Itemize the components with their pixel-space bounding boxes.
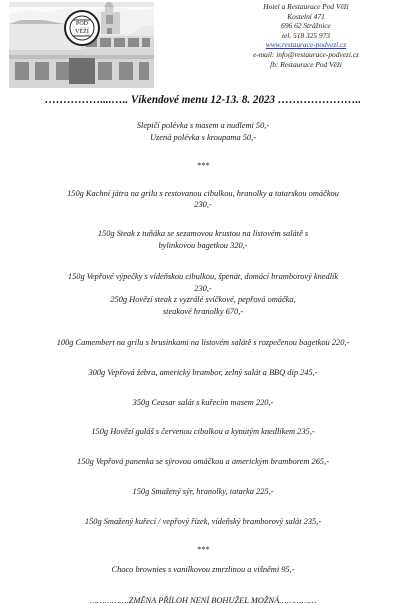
phone-number: tel. 518 325 973 bbox=[281, 30, 331, 40]
soup-item: Slepičí polévka s masem a nudlemi 50,- bbox=[136, 121, 270, 130]
menu-item bbox=[0, 456, 406, 468]
soup-item: Uzená polévka s kroupama 50,- bbox=[150, 132, 256, 142]
menu-item-line: 230,- bbox=[194, 200, 212, 210]
menu-item-line: 300g Vepřová žebra, americký brambor, zelný salát a BBQ dip 245,- bbox=[88, 367, 318, 377]
menu-item bbox=[0, 397, 406, 409]
menu-item-line: 150g Kachní játra na grilu s restovanou cibulkou, hranolky a tatarskou omáčkou bbox=[67, 188, 339, 198]
menu-item-line: 250g Hovězí steak z vyzrálé svíčkové, pepřová omáčka, bbox=[110, 295, 296, 305]
svg-text:POD: POD bbox=[75, 21, 89, 27]
menu-title: ……………....….. Víkendové menu 12-13. 8. 2023 ………………….. bbox=[44, 94, 362, 106]
soup-section bbox=[0, 120, 406, 144]
email-address: e-mail: info@restaurace-podvezi.cz bbox=[253, 49, 359, 59]
menu-list bbox=[0, 120, 406, 605]
menu-item-line: 100g Camembert na grilu s brusinkami na listovém salátě s rozpečenou bagetkou 220,- bbox=[56, 337, 350, 347]
menu-item-line: bylinkovou bagetkou 320,- bbox=[158, 240, 248, 250]
menu-item bbox=[0, 228, 406, 252]
dessert-item: Choco brownies s vanilkovou zmrzlinou a višněmi 95,- bbox=[111, 564, 295, 574]
menu-item-line: 150g Smažený kuřecí / vepřový řízek, vídeňský bramborový salát 235,- bbox=[84, 516, 322, 526]
menu-item bbox=[0, 486, 406, 498]
header bbox=[0, 0, 406, 100]
menu-item bbox=[0, 367, 406, 379]
section-separator: *** bbox=[196, 160, 210, 170]
menu-item bbox=[0, 337, 406, 349]
menu-item bbox=[0, 426, 406, 438]
menu-item-line: 230,- bbox=[194, 283, 212, 293]
city-address: 696 62 Strážnice bbox=[281, 21, 331, 31]
website-link[interactable]: www.restaurace-podvezi.cz bbox=[265, 40, 347, 50]
street-address: Kostelní 471 bbox=[287, 11, 325, 21]
menu-item-line: 150g Vepřové výpečky s vídeňskou cibulkou, špenát, domácí bramborový knedlík bbox=[67, 271, 339, 281]
menu-item bbox=[0, 271, 406, 318]
facebook-handle: fb: Restaurace Pod Věží bbox=[270, 59, 342, 69]
menu-item-line: 150g Smažený sýr, hranolky, tatarka 225,- bbox=[132, 486, 274, 496]
hotel-logo-image bbox=[9, 2, 154, 88]
hotel-name: Hotel a Restaurace Pod Věží bbox=[263, 2, 349, 11]
footer-note: …………….ZMĚNA PŘÍLOH NENÍ BOHUŽEL MOŽNÁ…………… bbox=[89, 596, 317, 605]
svg-text:VĚŽÍ: VĚŽÍ bbox=[75, 29, 89, 35]
menu-item-line: 150g Vepřová panenka se sýrovou omáčkou a americkým bramborem 265,- bbox=[77, 457, 329, 467]
menu-item-line: 150g Hovězí guláš s červenou cibulkou a kynutým knedlíkem 235,- bbox=[91, 427, 315, 437]
contact-block bbox=[216, 2, 396, 69]
menu-item-line: 350g Ceasar salát s kuřecím masem 220,- bbox=[132, 397, 274, 407]
menu-item-line: steakové hranolky 670,- bbox=[162, 307, 244, 317]
dessert-separator: *** bbox=[196, 544, 210, 554]
menu-item-line: 150g Steak z tuňáka se sezamovou krustou na listovém salátě s bbox=[97, 229, 309, 239]
menu-item bbox=[0, 188, 406, 212]
menu-item bbox=[0, 516, 406, 528]
